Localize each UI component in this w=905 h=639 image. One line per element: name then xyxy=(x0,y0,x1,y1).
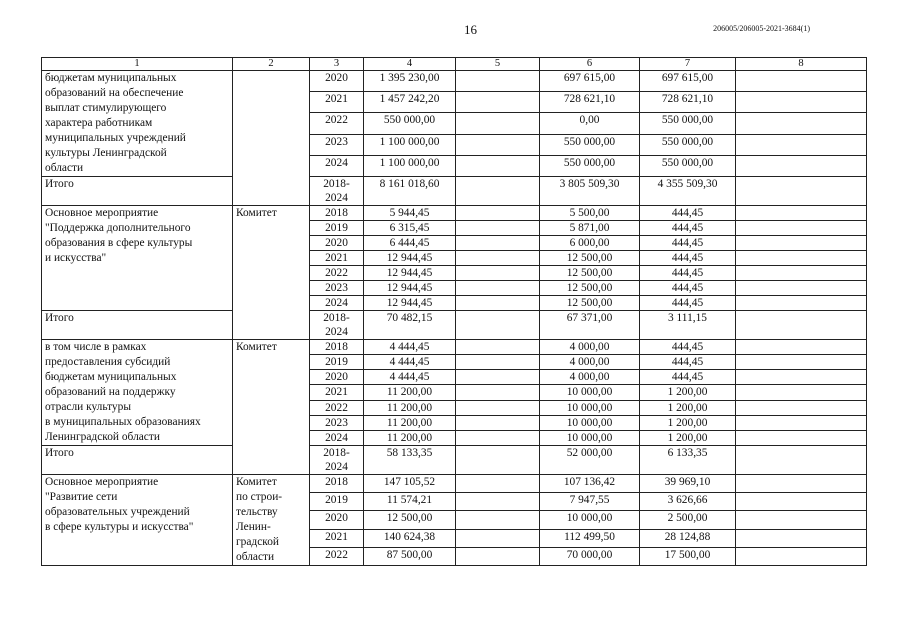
total-period-line: 2024 xyxy=(325,192,348,204)
amount-c7: 39 969,10 xyxy=(640,475,736,493)
amount-c4: 1 395 230,00 xyxy=(364,71,456,92)
measure-name-line: отрасли культуры xyxy=(45,401,131,413)
amount-c6: 728 621,10 xyxy=(540,92,640,113)
amount-c4: 11 200,00 xyxy=(364,415,456,430)
year-cell: 2018 xyxy=(310,340,364,355)
amount-c4: 6 444,45 xyxy=(364,236,456,251)
measure-name-line: бюджетам муниципальных xyxy=(45,371,177,383)
amount-c5 xyxy=(456,370,540,385)
amount-c5 xyxy=(456,511,540,529)
amount-c8 xyxy=(736,385,867,400)
measure-name-line: в сфере культуры и искусства" xyxy=(45,521,194,533)
amount-c4: 5 944,45 xyxy=(364,206,456,221)
measure-name-line: характера работникам xyxy=(45,117,153,129)
amount-c5 xyxy=(456,281,540,296)
year-cell: 2023 xyxy=(310,281,364,296)
amount-c5 xyxy=(456,206,540,221)
amount-c4: 12 944,45 xyxy=(364,281,456,296)
measure-name-line: в том числе в рамках xyxy=(45,341,147,353)
measure-name-cell xyxy=(42,475,233,566)
amount-c5 xyxy=(456,400,540,415)
amount-c5 xyxy=(456,529,540,547)
table-row xyxy=(42,475,867,493)
amount-c8 xyxy=(736,251,867,266)
amount-c4: 11 200,00 xyxy=(364,430,456,445)
amount-c6: 10 000,00 xyxy=(540,511,640,529)
amount-c5 xyxy=(456,221,540,236)
year-cell: 2023 xyxy=(310,415,364,430)
amount-c8 xyxy=(736,415,867,430)
amount-c5 xyxy=(456,155,540,176)
measure-name-line: "Развитие сети xyxy=(45,491,118,503)
total-c8 xyxy=(736,177,867,206)
year-cell: 2020 xyxy=(310,370,364,385)
total-period xyxy=(310,311,364,340)
amount-c8 xyxy=(736,529,867,547)
executor-cell xyxy=(233,340,310,475)
total-c4: 58 133,35 xyxy=(364,446,456,475)
amount-c7: 444,45 xyxy=(640,296,736,311)
measure-name-line: выплат стимулирующего xyxy=(45,102,167,114)
amount-c8 xyxy=(736,71,867,92)
amount-c6: 6 000,00 xyxy=(540,236,640,251)
year-cell: 2022 xyxy=(310,113,364,134)
total-label: Итого xyxy=(42,177,233,206)
amount-c8 xyxy=(736,340,867,355)
total-c7: 6 133,35 xyxy=(640,446,736,475)
amount-c7: 2 500,00 xyxy=(640,511,736,529)
amount-c4: 11 200,00 xyxy=(364,400,456,415)
amount-c6: 5 500,00 xyxy=(540,206,640,221)
amount-c7: 550 000,00 xyxy=(640,155,736,176)
amount-c8 xyxy=(736,370,867,385)
amount-c7: 444,45 xyxy=(640,266,736,281)
executor-line: Комитет xyxy=(236,476,277,488)
amount-c6: 0,00 xyxy=(540,113,640,134)
executor-cell xyxy=(233,71,310,206)
column-number: 8 xyxy=(736,58,867,71)
measure-name-line: образования в сфере культуры xyxy=(45,237,193,249)
year-cell: 2021 xyxy=(310,251,364,266)
year-cell: 2021 xyxy=(310,529,364,547)
amount-c7: 1 200,00 xyxy=(640,400,736,415)
year-cell: 2021 xyxy=(310,385,364,400)
amount-c4: 1 100 000,00 xyxy=(364,134,456,155)
amount-c7: 444,45 xyxy=(640,221,736,236)
amount-c5 xyxy=(456,71,540,92)
executor-line: градской xyxy=(236,536,280,548)
amount-c7: 697 615,00 xyxy=(640,71,736,92)
amount-c8 xyxy=(736,92,867,113)
amount-c5 xyxy=(456,340,540,355)
amount-c6: 70 000,00 xyxy=(540,547,640,565)
column-number-row xyxy=(42,58,867,71)
amount-c5 xyxy=(456,385,540,400)
total-c5 xyxy=(456,177,540,206)
measure-name-line: в муниципальных образованиях xyxy=(45,416,201,428)
amount-c6: 4 000,00 xyxy=(540,370,640,385)
column-number: 5 xyxy=(456,58,540,71)
measure-name-line: муниципальных учреждений xyxy=(45,132,186,144)
year-cell: 2022 xyxy=(310,266,364,281)
total-c6: 52 000,00 xyxy=(540,446,640,475)
total-c4: 8 161 018,60 xyxy=(364,177,456,206)
measure-name-line: образований на поддержку xyxy=(45,386,176,398)
measure-name-line: образовательных учреждений xyxy=(45,506,190,518)
total-label: Итого xyxy=(42,311,233,340)
table-row xyxy=(42,71,867,92)
amount-c8 xyxy=(736,266,867,281)
total-period-line: 2018- xyxy=(323,447,350,459)
amount-c7: 550 000,00 xyxy=(640,134,736,155)
measure-name-line: предоставления субсидий xyxy=(45,356,171,368)
year-cell: 2020 xyxy=(310,511,364,529)
year-cell: 2019 xyxy=(310,221,364,236)
amount-c5 xyxy=(456,493,540,511)
amount-c8 xyxy=(736,281,867,296)
amount-c6: 10 000,00 xyxy=(540,430,640,445)
amount-c6: 550 000,00 xyxy=(540,155,640,176)
amount-c6: 10 000,00 xyxy=(540,400,640,415)
budget-table xyxy=(41,57,867,566)
year-cell: 2020 xyxy=(310,236,364,251)
total-c5 xyxy=(456,446,540,475)
amount-c5 xyxy=(456,251,540,266)
total-row xyxy=(42,177,867,206)
amount-c6: 10 000,00 xyxy=(540,415,640,430)
amount-c5 xyxy=(456,355,540,370)
year-cell: 2022 xyxy=(310,547,364,565)
measure-name-line: культуры Ленинградской xyxy=(45,147,167,159)
column-number: 4 xyxy=(364,58,456,71)
amount-c7: 1 200,00 xyxy=(640,415,736,430)
amount-c4: 1 100 000,00 xyxy=(364,155,456,176)
amount-c7: 444,45 xyxy=(640,370,736,385)
amount-c6: 7 947,55 xyxy=(540,493,640,511)
amount-c8 xyxy=(736,155,867,176)
total-period-line: 2024 xyxy=(325,461,348,473)
amount-c7: 444,45 xyxy=(640,236,736,251)
amount-c7: 28 124,88 xyxy=(640,529,736,547)
amount-c6: 550 000,00 xyxy=(540,134,640,155)
total-c8 xyxy=(736,311,867,340)
amount-c6: 12 500,00 xyxy=(540,266,640,281)
amount-c6: 10 000,00 xyxy=(540,385,640,400)
total-c7: 4 355 509,30 xyxy=(640,177,736,206)
amount-c5 xyxy=(456,236,540,251)
measure-name-line: бюджетам муниципальных xyxy=(45,72,177,84)
executor-line: области xyxy=(236,551,275,563)
amount-c6: 112 499,50 xyxy=(540,529,640,547)
total-row xyxy=(42,446,867,475)
amount-c7: 444,45 xyxy=(640,281,736,296)
amount-c5 xyxy=(456,113,540,134)
amount-c8 xyxy=(736,475,867,493)
column-number: 1 xyxy=(42,58,233,71)
year-cell: 2019 xyxy=(310,355,364,370)
amount-c8 xyxy=(736,221,867,236)
total-c8 xyxy=(736,446,867,475)
amount-c4: 11 200,00 xyxy=(364,385,456,400)
year-cell: 2018 xyxy=(310,206,364,221)
amount-c6: 12 500,00 xyxy=(540,296,640,311)
amount-c7: 444,45 xyxy=(640,355,736,370)
total-label: Итого xyxy=(42,446,233,475)
total-c6: 3 805 509,30 xyxy=(540,177,640,206)
amount-c4: 12 944,45 xyxy=(364,296,456,311)
total-row xyxy=(42,311,867,340)
amount-c5 xyxy=(456,134,540,155)
total-c5 xyxy=(456,311,540,340)
amount-c5 xyxy=(456,296,540,311)
amount-c4: 87 500,00 xyxy=(364,547,456,565)
executor-line: тельству xyxy=(236,506,278,518)
executor-cell xyxy=(233,206,310,340)
measure-name-cell xyxy=(42,206,233,311)
amount-c7: 3 626,66 xyxy=(640,493,736,511)
amount-c6: 12 500,00 xyxy=(540,281,640,296)
amount-c6: 12 500,00 xyxy=(540,251,640,266)
amount-c4: 550 000,00 xyxy=(364,113,456,134)
amount-c6: 4 000,00 xyxy=(540,355,640,370)
amount-c7: 1 200,00 xyxy=(640,430,736,445)
amount-c6: 4 000,00 xyxy=(540,340,640,355)
amount-c6: 697 615,00 xyxy=(540,71,640,92)
amount-c8 xyxy=(736,236,867,251)
total-period-line: 2018- xyxy=(323,178,350,190)
amount-c4: 6 315,45 xyxy=(364,221,456,236)
measure-name-cell xyxy=(42,71,233,177)
total-c4: 70 482,15 xyxy=(364,311,456,340)
amount-c4: 1 457 242,20 xyxy=(364,92,456,113)
amount-c6: 107 136,42 xyxy=(540,475,640,493)
amount-c5 xyxy=(456,266,540,281)
year-cell: 2024 xyxy=(310,296,364,311)
amount-c5 xyxy=(456,415,540,430)
measure-name-line: области xyxy=(45,162,84,174)
amount-c6: 5 871,00 xyxy=(540,221,640,236)
year-cell: 2018 xyxy=(310,475,364,493)
amount-c4: 12 944,45 xyxy=(364,251,456,266)
year-cell: 2024 xyxy=(310,430,364,445)
amount-c7: 17 500,00 xyxy=(640,547,736,565)
amount-c7: 1 200,00 xyxy=(640,385,736,400)
column-number: 7 xyxy=(640,58,736,71)
total-period-line: 2024 xyxy=(325,326,348,338)
table-row xyxy=(42,340,867,355)
measure-name-line: Основное мероприятие xyxy=(45,207,159,219)
amount-c4: 12 944,45 xyxy=(364,266,456,281)
year-cell: 2019 xyxy=(310,493,364,511)
page-number: 16 xyxy=(464,22,477,37)
amount-c8 xyxy=(736,547,867,565)
measure-name-line: Основное мероприятие xyxy=(45,476,159,488)
measure-name-cell xyxy=(42,340,233,446)
amount-c8 xyxy=(736,430,867,445)
year-cell: 2023 xyxy=(310,134,364,155)
executor-line: Ленин- xyxy=(236,521,271,533)
amount-c7: 728 621,10 xyxy=(640,92,736,113)
amount-c4: 147 105,52 xyxy=(364,475,456,493)
total-period xyxy=(310,177,364,206)
amount-c8 xyxy=(736,296,867,311)
measure-name-line: и искусства" xyxy=(45,252,107,264)
amount-c4: 140 624,38 xyxy=(364,529,456,547)
document-code: 206005/206005-2021-3684(1) xyxy=(713,24,810,33)
measure-name-line: "Поддержка дополнительного xyxy=(45,222,191,234)
amount-c8 xyxy=(736,134,867,155)
amount-c4: 12 500,00 xyxy=(364,511,456,529)
executor-line: Комитет xyxy=(236,341,277,353)
year-cell: 2022 xyxy=(310,400,364,415)
amount-c8 xyxy=(736,511,867,529)
amount-c8 xyxy=(736,113,867,134)
total-c7: 3 111,15 xyxy=(640,311,736,340)
amount-c5 xyxy=(456,547,540,565)
amount-c7: 444,45 xyxy=(640,206,736,221)
table-row xyxy=(42,206,867,221)
amount-c5 xyxy=(456,430,540,445)
amount-c7: 550 000,00 xyxy=(640,113,736,134)
amount-c5 xyxy=(456,475,540,493)
measure-name-line: образований на обеспечение xyxy=(45,87,184,99)
measure-name-line: Ленинградской области xyxy=(45,431,160,443)
amount-c4: 4 444,45 xyxy=(364,370,456,385)
executor-line: по строи- xyxy=(236,491,283,503)
total-c6: 67 371,00 xyxy=(540,311,640,340)
amount-c7: 444,45 xyxy=(640,340,736,355)
column-number: 3 xyxy=(310,58,364,71)
year-cell: 2020 xyxy=(310,71,364,92)
total-period xyxy=(310,446,364,475)
amount-c4: 11 574,21 xyxy=(364,493,456,511)
year-cell: 2021 xyxy=(310,92,364,113)
amount-c8 xyxy=(736,400,867,415)
amount-c4: 4 444,45 xyxy=(364,340,456,355)
column-number: 6 xyxy=(540,58,640,71)
executor-line: Комитет xyxy=(236,207,277,219)
total-period-line: 2018- xyxy=(323,312,350,324)
amount-c4: 4 444,45 xyxy=(364,355,456,370)
column-number: 2 xyxy=(233,58,310,71)
amount-c8 xyxy=(736,355,867,370)
amount-c8 xyxy=(736,493,867,511)
year-cell: 2024 xyxy=(310,155,364,176)
amount-c7: 444,45 xyxy=(640,251,736,266)
executor-cell xyxy=(233,475,310,566)
amount-c5 xyxy=(456,92,540,113)
amount-c8 xyxy=(736,206,867,221)
